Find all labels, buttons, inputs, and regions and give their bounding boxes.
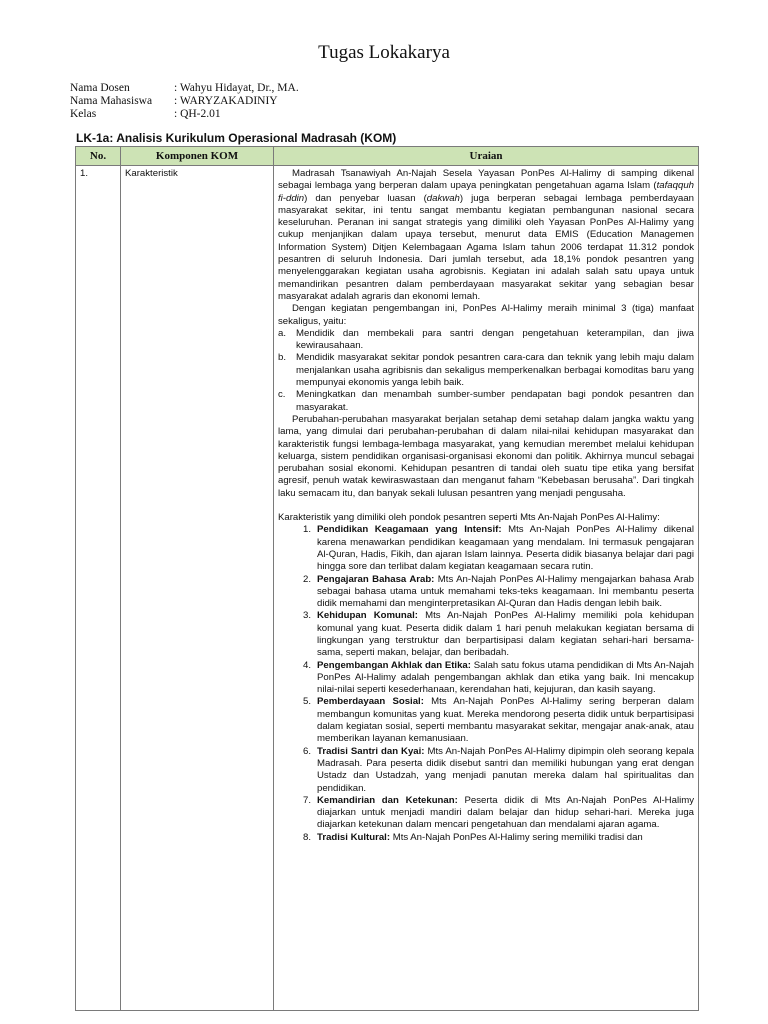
meta-label: Kelas: [70, 108, 97, 120]
header-component: Komponen KOM: [121, 147, 274, 166]
benefit-list: [278, 328, 694, 414]
meta-value: : Wahyu Hidayat, Dr., MA.: [174, 82, 299, 94]
header-no: No.: [76, 147, 121, 166]
meta-value: : QH-2.01: [174, 108, 221, 120]
list-item: 6. Tradisi Santri dan Kyai: Mts An-Najah PonPes Al-Halimy dipimpin oleh seorang kepala Madrasah. Para peserta didik disebut santri dan memiliki hubungan yang erat dengan Ustadz dan Ustadzah, yang menjadi panutan mereka dalam hal spiritualitas dan pendidikan.: [302, 745, 694, 794]
paragraph-change: Perubahan-perubahan masyarakat berjalan setahap demi setahap dalam jangka waktu yang lama, yang dimulai dari perubahan-perubahan di dalam nilai-nilai kehidupan masyarakat dan karakteristik fungsi lembaga-lembaga masyarakat, yang kemudian merembet melalui kehidupan keluarga, sistem pendidikan organisasi-organisasi ekonomi dan politik. Akhirnya muncul sebagai perubahan sosial ekonomi. Kehidupan pesantren di tandai oleh suatu tipe etika yang bersifat agresif, penuh watak kewiraswastaan dan menganut faham “Kebebasan berusaha”. Dari tingkah laku semacam itu, dan banyak sekali lulusan pesantren yang menjadi pengusaha.: [278, 413, 694, 499]
section-title: LK-1a: Analisis Kurikulum Operasional Madrasah (KOM): [76, 131, 397, 145]
list-item: c. Meningkatkan dan menambah sumber-sumber pendapatan bagi pondok pesantren dan masyarakat.: [278, 389, 694, 413]
list-item: 4. Pengembangan Akhlak dan Etika: Salah satu fokus utama pendidikan di Mts An-Najah PonPes Al-Halimy adalah pengembangan akhlak dan etika yang baik. Ini mencakup nilai-nilai seperti kesederhanaan, kerendahan hati, kejujuran, dan kasih sayang.: [302, 659, 695, 696]
cell-component: Karakteristik: [121, 166, 274, 1011]
header-uraian: Uraian: [274, 147, 699, 166]
meta-value: : WARYZAKADINIY: [174, 95, 278, 107]
list-item: 3. Kehidupan Komunal: Mts An-Najah PonPes Al-Halimy memiliki pola kehidupan komunal yang kuat. Peserta didik dalam 1 hari penuh melakukan kegiatan bersama di lingkungan yang terstruktur dan berpartisipasi dalam kegiatan sehari-hari bersama-sama, seperti makan, belajar, dan beribadah.: [302, 610, 695, 659]
list-item: 5. Pemberdayaan Sosial: Mts An-Najah PonPes Al-Halimy sering berperan dalam membangun komunitas yang kuat. Mereka mendorong peserta didik untuk berpartisipasi dalam kegiatan sosial, seperti membantu masyarakat sekitar, mengajar anak-anak, atau memberikan layanan kemanusiaan.: [302, 696, 694, 745]
cell-uraian: [274, 166, 699, 1011]
characteristics-list: [278, 524, 694, 844]
list-item: 2. Pengajaran Bahasa Arab: Mts An-Najah PonPes Al-Halimy mengajarkan bahasa Arab sebagai bahasa utama untuk memahami teks-teks keagamaan. Ini membantu peserta didik memahami dan menginterpretasikan Al-Quran dan Hadis dengan lebih baik.: [302, 573, 694, 610]
table-header-row: [76, 147, 699, 166]
meta-label: Nama Mahasiswa: [70, 95, 153, 107]
paragraph-benefits: Dengan kegiatan pengembangan ini, PonPes Al-Halimy meraih minimal 3 (tiga) manfaat sekaligus, yaitu:: [278, 303, 694, 327]
kom-table: [75, 146, 699, 1011]
paragraph-intro: Madrasah Tsanawiyah An-Najah Sesela Yayasan PonPes Al-Halimy di samping dikenal sebagai lembaga yang berperan dalam upaya peningkatan pengetahuan agama Islam (tafaqquh fi-ddin) dan penyebar luasan (dakwah) juga berperan sebagai lembaga pemberdayaan masyarakat sekitar, ini tentu sangat membantu kegiatan pembangunan nasional secara keseluruhan. Peranan ini sangat strategis yang dimiliki oleh Yayasan PonPes Al-Halimy yang cukup menjanjikan dalam upaya tersebut, menurut data EMIS (Education Managemen Information System) Ditjen Kelembagaan Agama Islam tahun 2006 terdapat 11.312 pondok pesantren di seluruh Indonesia. Dari jumlah tersebut, ada 18,1% pondok pesantren yang menyelenggarakan kegiatan usaha agrobisnis. Kegiatan ini adalah salah satu upaya untuk memandirikan pesantren dalam pemberdayaan masyarakat sekitar yang sebagian besar masyarakat adalah agraris dan ekonomi lemah.: [278, 168, 694, 302]
list-item: a. Mendidik dan membekali para santri dengan pengetahuan keterampilan, dan jiwa kewirausahaan.: [278, 327, 694, 352]
table-row: [76, 166, 699, 1011]
meta-row-dosen: [70, 82, 299, 95]
identity-block: [70, 82, 299, 121]
list-item: 1. Pendidikan Keagamaan yang Intensif: Mts An-Najah PonPes Al-Halimy dikenal karena menawarkan pendidikan keagamaan yang mendalam. Ini termasuk pengajaran Al-Quran, Hadis, Fikih, dan ajaran Islam lainnya. Peserta didik biasanya belajar dari pagi hingga sore dan terlibat dalam kegiatan keagamaan secara rutin.: [302, 524, 694, 573]
meta-row-kelas: [70, 108, 299, 121]
page-title: Tugas Lokakarya: [318, 42, 450, 63]
meta-label: Nama Dosen: [70, 82, 130, 94]
cell-no: 1.: [76, 166, 121, 1011]
meta-row-mahasiswa: [70, 95, 299, 108]
list-item: b. Mendidik masyarakat sekitar pondok pesantren cara-cara dan teknik yang lebih maju dalam menjalankan usaha agribisnis dan sekaligus memperkenalkan berbagai komoditas baru yang mempunyai ekonomis yanga lebih baik.: [278, 352, 694, 389]
list-item: 8. Tradisi Kultural: Mts An-Najah PonPes Al-Halimy sering memiliki tradisi dan: [302, 831, 643, 843]
list-item: 7. Kemandirian dan Ketekunan: Peserta didik di Mts An-Najah PonPes Al-Halimy diajarkan untuk menjadi mandiri dalam belajar dan hidup sehari-hari. Mereka juga diajarkan ketekunan dalam mencari pengetahuan dan mendalami ajaran agama.: [302, 794, 694, 831]
paragraph-characteristics: Karakteristik yang dimiliki oleh pondok pesantren seperti Mts An-Najah PonPes Al-Halimy:: [278, 512, 660, 524]
